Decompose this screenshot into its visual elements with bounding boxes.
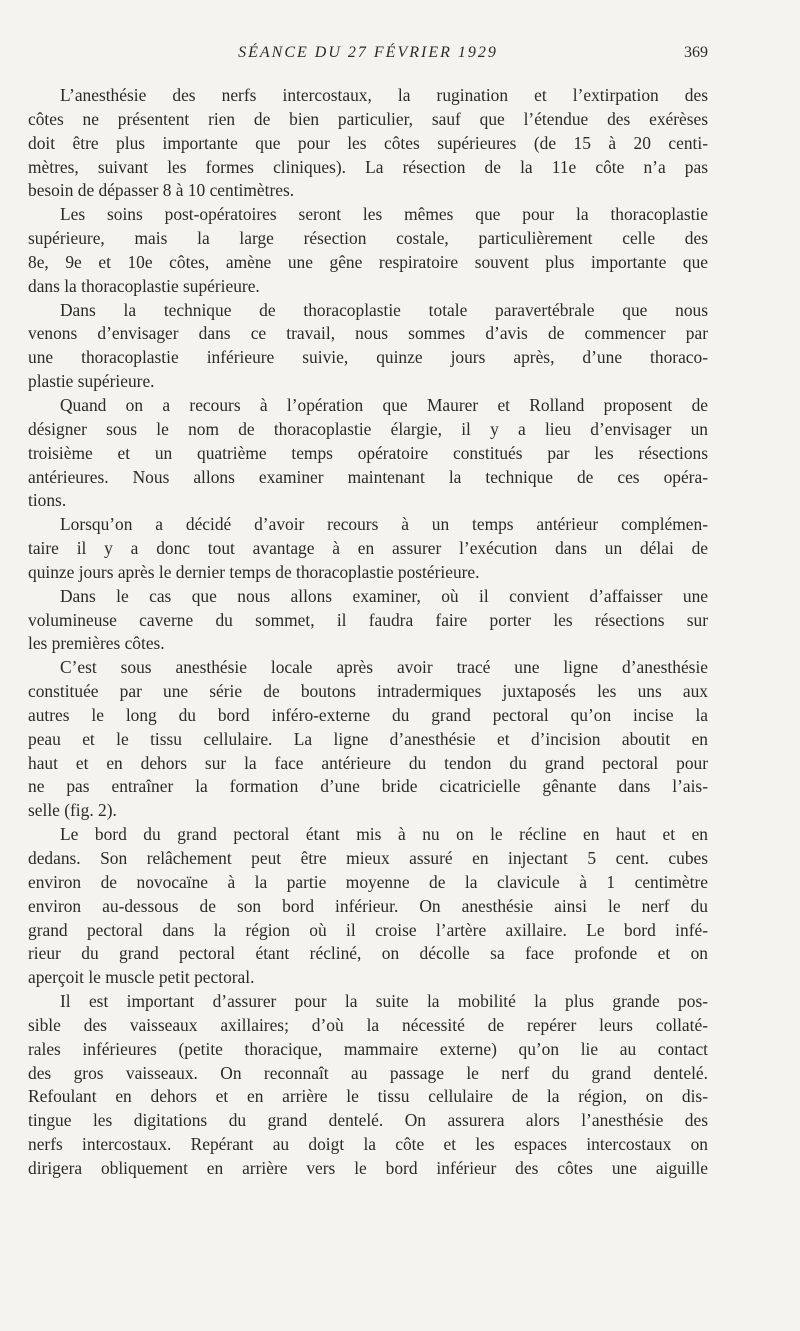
page-number: 369	[684, 44, 708, 61]
text-line: aperçoit le muscle petit pectoral.	[28, 967, 255, 988]
text-line: C’est sous anesthésie locale après avoir tracé une ligne d’anesthésie	[60, 657, 708, 678]
text-line: volumineuse caverne du sommet, il faudra faire porter les résections sur	[28, 609, 708, 630]
text-line: supérieure, mais la large résection costale, particulièrement celle des	[28, 228, 708, 249]
text-line: Quand on a recours à l’opération que Maurer et Rolland proposent de	[60, 394, 708, 415]
text-line: quinze jours après le dernier temps de thoracoplastie postérieure.	[28, 561, 480, 582]
text-line: ne pas entraîner la formation d’une bride cicatricielle gênante dans l’ais-	[28, 776, 708, 797]
text-line: Il est important d’assurer pour la suite la mobilité la plus grande pos-	[60, 991, 708, 1012]
text-line: haut et en dehors sur la face antérieure du tendon du grand pectoral pour	[28, 752, 708, 773]
text-line: plastie supérieure.	[28, 371, 155, 392]
text-line: besoin de dépasser 8 à 10 centimètres.	[28, 180, 295, 201]
text-line: antérieures. Nous allons examiner maintenant la technique de ces opéra-	[28, 466, 708, 487]
text-line: dedans. Son relâchement peut être mieux assuré en injectant 5 cent. cubes	[28, 848, 708, 868]
text-line: Lorsqu’on a décidé d’avoir recours à un temps antérieur complémen-	[60, 514, 708, 535]
text-line: Refoulant en dehors et en arrière le tissu cellulaire de la région, on dis-	[28, 1086, 708, 1107]
text-line: tingue les digitations du grand dentelé. On assurera alors l’anesthésie des	[28, 1110, 708, 1131]
text-line: côtes ne présentent rien de bien particulier, sauf que l’étendue des exérèses	[28, 108, 708, 129]
text-line: troisième et un quatrième temps opératoire constitués par les résections	[28, 442, 708, 463]
text-line: une thoracoplastie inférieure suivie, quinze jours après, d’une thoraco-	[28, 347, 708, 368]
text-line: 8e, 9e et 10e côtes, amène une gêne respiratoire souvent plus importante que	[28, 251, 708, 272]
text-line: environ au-dessous de son bord inférieur. On anesthésie ainsi le nerf du	[28, 895, 708, 916]
body-text	[28, 84, 708, 1181]
text-line: dans la thoracoplastie supérieure.	[28, 275, 260, 296]
text-line: mètres, suivant les formes cliniques). La résection de la 11e côte n’a pas	[28, 156, 708, 177]
text-line: des gros vaisseaux. On reconnaît au passage le nerf du grand dentelé.	[28, 1062, 708, 1083]
text-line: désigner sous le nom de thoracoplastie élargie, il y a lieu d’envisager un	[28, 418, 708, 439]
text-line: peau et le tissu cellulaire. La ligne d’anesthésie et d’incision aboutit en	[28, 728, 708, 749]
text-line: taire il y a donc tout avantage à en assurer l’exécution dans un délai de	[28, 538, 708, 559]
text-line: Les soins post-opératoires seront les mêmes que pour la thoracoplastie	[60, 204, 708, 225]
text-line: L’anesthésie des nerfs intercostaux, la rugination et l’extirpation des	[60, 85, 708, 105]
text-line: sible des vaisseaux axillaires; d’où la nécessité de repérer leurs collaté-	[28, 1014, 708, 1035]
text-line: les premières côtes.	[28, 633, 165, 654]
text-line: autres le long du bord inféro-externe du grand pectoral qu’on incise la	[28, 704, 708, 725]
text-line: environ de novocaïne à la partie moyenne de la clavicule à 1 centimètre	[28, 871, 708, 892]
text-line: Dans le cas que nous allons examiner, où il convient d’affaisser une	[60, 585, 708, 606]
text-line: nerfs intercostaux. Repérant au doigt la côte et les espaces intercostaux on	[28, 1134, 708, 1155]
text-line: constituée par une série de boutons intradermiques juxtaposés les uns aux	[28, 681, 708, 702]
text-line: Le bord du grand pectoral étant mis à nu on le récline en haut et en	[60, 824, 708, 845]
text-line: rieur du grand pectoral étant récliné, on décolle sa face profonde et on	[28, 943, 708, 964]
running-header	[28, 44, 708, 68]
text-line: Dans la technique de thoracoplastie totale paravertébrale que nous	[60, 299, 708, 320]
text-line: tions.	[28, 490, 67, 511]
text-line: grand pectoral dans la région où il croise l’artère axillaire. Le bord infé-	[28, 919, 708, 940]
text-line: doit être plus importante que pour les côtes supérieures (de 15 à 20 centi-	[28, 132, 708, 153]
running-title: SÉANCE DU 27 FÉVRIER 1929	[238, 44, 498, 61]
text-line: venons d’envisager dans ce travail, nous sommes d’avis de commencer par	[28, 323, 708, 344]
text-line: dirigera obliquement en arrière vers le bord inférieur des côtes une aiguille	[28, 1157, 708, 1178]
text-line: rales inférieures (petite thoracique, mammaire externe) qu’on lie au contact	[28, 1038, 708, 1059]
text-line: selle (fig. 2).	[28, 800, 117, 821]
